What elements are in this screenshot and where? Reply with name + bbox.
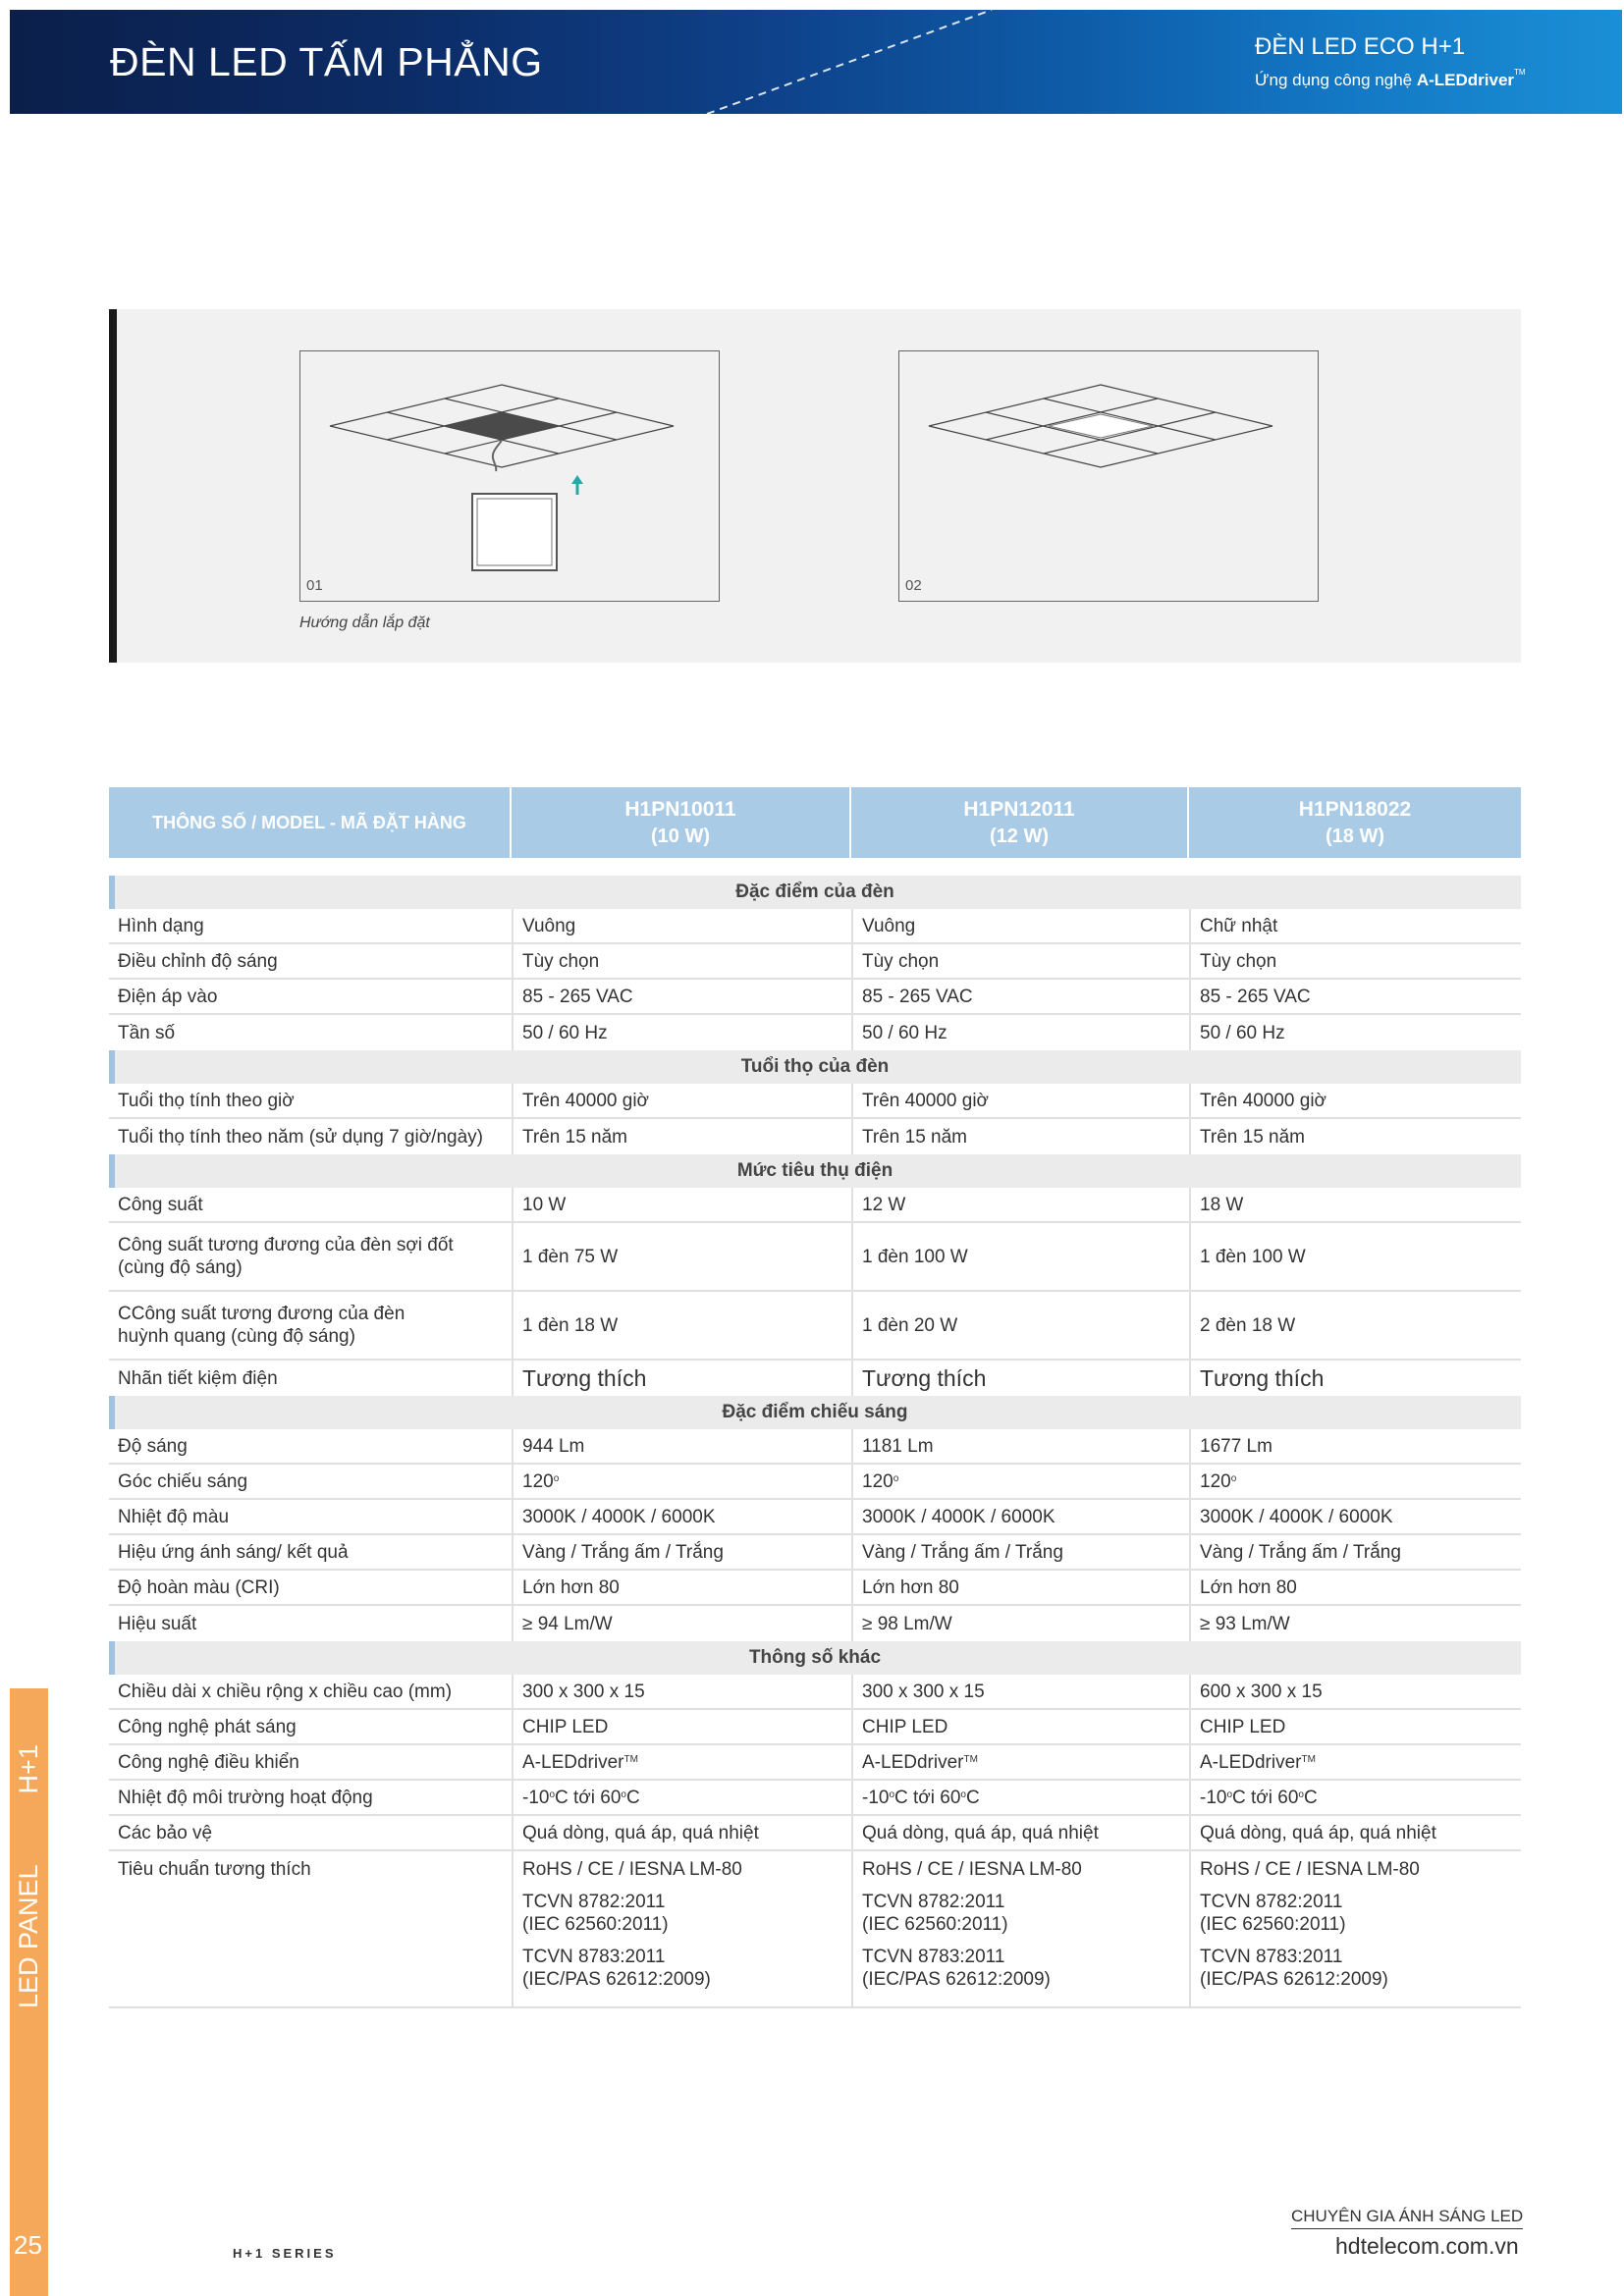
degree-mark: o — [1230, 1472, 1237, 1484]
degree-mark: o — [889, 1789, 895, 1800]
side-label-brand: H+1 — [14, 1744, 43, 1794]
section-other-specs: Thông số khác — [109, 1641, 1521, 1675]
install-step-1 — [299, 350, 720, 602]
row-value: 300 x 300 x 15 — [851, 1675, 1187, 1708]
row-label: Tần số — [118, 1022, 176, 1043]
row-label: Tuổi thọ tính theo năm (sử dụng 7 giờ/ngày) — [118, 1126, 483, 1148]
brand-name: ĐÈN LED ECO H+1 — [1255, 33, 1466, 60]
model-code: H1PN12011 — [963, 798, 1075, 821]
trademark-mark: TM — [623, 1753, 638, 1765]
table-row — [109, 909, 1521, 944]
row-value — [512, 1851, 849, 2006]
row-value: 1677 Lm — [1189, 1429, 1521, 1463]
row-label: Tiêu chuẩn tương thích — [118, 1859, 311, 1880]
row-label: Hiệu ứng ánh sáng/ kết quả — [118, 1541, 349, 1563]
table-row — [109, 1292, 1521, 1361]
row-value — [1189, 1745, 1521, 1779]
standard-line: TCVN 8782:2011 — [522, 1892, 666, 1912]
model-code: H1PN18022 — [1298, 798, 1412, 821]
row-value: 50 / 60 Hz — [512, 1015, 849, 1050]
standard-line: (IEC/PAS 62612:2009) — [1200, 1969, 1388, 1990]
row-label: Chiều dài x chiều rộng x chiều cao (mm) — [118, 1681, 453, 1702]
row-value: Trên 15 năm — [512, 1119, 849, 1154]
row-value: 300 x 300 x 15 — [512, 1675, 849, 1708]
row-label: Độ sáng — [118, 1435, 188, 1457]
row-value: 1 đèn 18 W — [512, 1292, 849, 1359]
table-row — [109, 1084, 1521, 1119]
degree-mark: o — [893, 1472, 899, 1484]
row-value: Vuông — [512, 909, 849, 942]
standard-line: RoHS / CE / IESNA LM-80 — [522, 1859, 742, 1880]
row-value: Vàng / Trắng ấm / Trắng — [1189, 1535, 1521, 1569]
table-row — [109, 1429, 1521, 1465]
row-label: Nhiệt độ môi trường hoạt động — [118, 1787, 373, 1808]
table-row — [109, 1745, 1521, 1781]
row-value — [512, 1781, 849, 1814]
row-value: Tương thích — [851, 1361, 1187, 1396]
section-power-consumption: Mức tiêu thụ điện — [109, 1154, 1521, 1188]
header-label-cell — [109, 787, 510, 858]
trademark-mark: TM — [1301, 1753, 1316, 1765]
temp-from: -10 — [862, 1787, 890, 1808]
brand-tagline — [1255, 68, 1526, 90]
row-value: 3000K / 4000K / 6000K — [512, 1500, 849, 1533]
table-row — [109, 944, 1521, 980]
row-label: Góc chiếu sáng — [118, 1470, 248, 1492]
row-value: 944 Lm — [512, 1429, 849, 1463]
tagline-trademark: TM — [1514, 68, 1526, 77]
row-value: 3000K / 4000K / 6000K — [1189, 1500, 1521, 1533]
row-value — [512, 1745, 849, 1779]
standard-line: RoHS / CE / IESNA LM-80 — [1200, 1859, 1420, 1880]
section-lifetime: Tuổi thọ của đèn — [109, 1050, 1521, 1084]
standard-line: (IEC 62560:2011) — [1200, 1914, 1346, 1935]
row-value: 50 / 60 Hz — [1189, 1015, 1521, 1050]
table-row — [109, 1781, 1521, 1816]
row-value: 1 đèn 100 W — [851, 1223, 1187, 1290]
row-value: Tùy chọn — [851, 944, 1187, 978]
row-value: 18 W — [1189, 1188, 1521, 1221]
standard-line: (IEC 62560:2011) — [522, 1914, 669, 1935]
row-value: Lớn hơn 80 — [512, 1571, 849, 1604]
page-title: ĐÈN LED TẤM PHẲNG — [110, 39, 543, 84]
row-value: Tùy chọn — [512, 944, 849, 978]
degree-mark: o — [960, 1789, 966, 1800]
footer-slogan: CHUYÊN GIA ÁNH SÁNG LED — [1291, 2207, 1523, 2229]
page-header — [10, 10, 1622, 114]
standard-line: (IEC 62560:2011) — [862, 1914, 1008, 1935]
table-row — [109, 1223, 1521, 1292]
row-value — [512, 1465, 849, 1498]
section-lamp-features: Đặc điểm của đèn — [109, 876, 1521, 909]
row-value: Trên 15 năm — [851, 1119, 1187, 1154]
footer-website: hdtelecom.com.vn — [1335, 2233, 1519, 2259]
table-row — [109, 1675, 1521, 1710]
row-value: CHIP LED — [512, 1710, 849, 1743]
side-tab-label — [14, 1694, 43, 2008]
row-label: Điều chỉnh độ sáng — [118, 950, 278, 972]
ceiling-grid-remove-icon — [300, 351, 721, 603]
row-value: 3000K / 4000K / 6000K — [851, 1500, 1187, 1533]
control-tech-value: A-LEDdriver — [862, 1751, 964, 1773]
row-label: Hiệu suất — [118, 1613, 197, 1634]
temp-to: C tới 60 — [1232, 1787, 1299, 1808]
row-value: CHIP LED — [851, 1710, 1187, 1743]
degree-mark: o — [621, 1789, 626, 1800]
row-label: Công suất tương đương của đèn sợi đốt (cùng độ sáng) — [118, 1235, 454, 1278]
temp-from: -10 — [522, 1787, 550, 1808]
row-value — [1189, 1781, 1521, 1814]
model-power: (12 W) — [990, 826, 1049, 847]
row-value: 600 x 300 x 15 — [1189, 1675, 1521, 1708]
row-value: 85 - 265 VAC — [1189, 980, 1521, 1013]
temp-from: -10 — [1200, 1787, 1227, 1808]
degree-mark: o — [1226, 1789, 1233, 1800]
model-column-2 — [851, 787, 1187, 858]
table-row — [109, 1710, 1521, 1745]
illustration-caption: Hướng dẫn lắp đặt — [299, 614, 430, 631]
model-column-1 — [512, 787, 849, 858]
row-value: Tương thích — [1189, 1361, 1521, 1396]
row-value — [851, 1745, 1187, 1779]
step-number-1: 01 — [306, 577, 323, 594]
step-number-2: 02 — [905, 577, 922, 594]
row-value — [851, 1465, 1187, 1498]
standard-line: (IEC/PAS 62612:2009) — [862, 1969, 1051, 1990]
row-value: ≥ 93 Lm/W — [1189, 1606, 1521, 1641]
row-value: ≥ 94 Lm/W — [512, 1606, 849, 1641]
table-row — [109, 1015, 1521, 1050]
row-value: 50 / 60 Hz — [851, 1015, 1187, 1050]
trademark-mark: TM — [963, 1753, 978, 1765]
row-value: 2 đèn 18 W — [1189, 1292, 1521, 1359]
row-value: Tương thích — [512, 1361, 849, 1396]
row-label: CCông suất tương đương của đèn huỳnh quang (cùng độ sáng) — [118, 1304, 406, 1347]
degree-mark: o — [549, 1789, 556, 1800]
degree-mark: o — [1298, 1789, 1304, 1800]
row-label: Công nghệ phát sáng — [118, 1716, 297, 1737]
model-power: (18 W) — [1326, 826, 1384, 847]
standard-line: TCVN 8783:2011 — [1200, 1947, 1343, 1967]
install-step-2 — [898, 350, 1319, 602]
table-row — [109, 1119, 1521, 1154]
row-value: 1181 Lm — [851, 1429, 1187, 1463]
standard-line: TCVN 8783:2011 — [862, 1947, 1005, 1967]
row-value: 85 - 265 VAC — [851, 980, 1187, 1013]
row-value: Quá dòng, quá áp, quá nhiệt — [851, 1816, 1187, 1849]
table-row — [109, 1361, 1521, 1396]
table-row — [109, 1816, 1521, 1851]
control-tech-value: A-LEDdriver — [522, 1751, 624, 1773]
beam-angle-value: 120 — [1200, 1470, 1231, 1492]
row-value: Lớn hơn 80 — [851, 1571, 1187, 1604]
table-row — [109, 1851, 1521, 2008]
temp-to: C tới 60 — [555, 1787, 622, 1808]
row-value — [851, 1781, 1187, 1814]
section-lighting-features: Đặc điểm chiếu sáng — [109, 1396, 1521, 1429]
model-column-3 — [1189, 787, 1521, 858]
degree-mark: o — [553, 1472, 560, 1484]
row-value: 10 W — [512, 1188, 849, 1221]
row-value: Trên 40000 giờ — [512, 1084, 849, 1117]
illustration-accent-bar — [109, 309, 117, 663]
table-row — [109, 1571, 1521, 1606]
side-label-product: LED PANEL — [14, 1864, 43, 2008]
row-value: Vàng / Trắng ấm / Trắng — [851, 1535, 1187, 1569]
model-code: H1PN10011 — [624, 798, 736, 821]
control-tech-value: A-LEDdriver — [1200, 1751, 1302, 1773]
row-value: 1 đèn 20 W — [851, 1292, 1187, 1359]
table-row — [109, 1465, 1521, 1500]
temp-unit: C — [625, 1787, 640, 1808]
row-value: Trên 40000 giờ — [1189, 1084, 1521, 1117]
row-label: Điện áp vào — [118, 986, 218, 1007]
table-row — [109, 1188, 1521, 1223]
row-label: Nhãn tiết kiệm điện — [118, 1367, 278, 1389]
standard-line: TCVN 8782:2011 — [862, 1892, 1005, 1912]
row-value — [851, 1851, 1187, 2006]
tagline-prefix: Ứng dụng công nghệ — [1255, 71, 1417, 89]
model-power: (10 W) — [651, 826, 710, 847]
row-label: Độ hoàn màu (CRI) — [118, 1576, 280, 1598]
row-value: 1 đèn 100 W — [1189, 1223, 1521, 1290]
standard-line: (IEC/PAS 62612:2009) — [522, 1969, 711, 1990]
row-label: Công nghệ điều khiển — [118, 1751, 299, 1773]
row-label: Công suất — [118, 1194, 203, 1215]
row-value: CHIP LED — [1189, 1710, 1521, 1743]
row-value: 85 - 265 VAC — [512, 980, 849, 1013]
temp-unit: C — [965, 1787, 980, 1808]
table-row — [109, 980, 1521, 1015]
table-row — [109, 1500, 1521, 1535]
tagline-tech: A-LEDdriver — [1416, 71, 1515, 89]
row-value: 1 đèn 75 W — [512, 1223, 849, 1290]
temp-unit: C — [1303, 1787, 1318, 1808]
row-value: Vàng / Trắng ấm / Trắng — [512, 1535, 849, 1569]
row-value: Trên 40000 giờ — [851, 1084, 1187, 1117]
temp-to: C tới 60 — [894, 1787, 961, 1808]
row-value: Tùy chọn — [1189, 944, 1521, 978]
row-value: Chữ nhật — [1189, 909, 1521, 942]
row-value — [1189, 1465, 1521, 1498]
ceiling-grid-installed-icon — [899, 351, 1320, 603]
row-label: Nhiệt độ màu — [118, 1506, 230, 1527]
standard-line: TCVN 8782:2011 — [1200, 1892, 1343, 1912]
page-number: 25 — [14, 2230, 42, 2260]
row-label: Hình dạng — [118, 915, 204, 936]
standard-line: RoHS / CE / IESNA LM-80 — [862, 1859, 1082, 1880]
row-value: Quá dòng, quá áp, quá nhiệt — [1189, 1816, 1521, 1849]
beam-angle-value: 120 — [522, 1470, 554, 1492]
spec-table — [109, 787, 1521, 2008]
standard-line: TCVN 8783:2011 — [522, 1947, 666, 1967]
table-row — [109, 1606, 1521, 1641]
row-value — [1189, 1851, 1521, 2006]
row-value: Quá dòng, quá áp, quá nhiệt — [512, 1816, 849, 1849]
row-value: ≥ 98 Lm/W — [851, 1606, 1187, 1641]
row-label: Tuổi thọ tính theo giờ — [118, 1090, 295, 1111]
row-value: Trên 15 năm — [1189, 1119, 1521, 1154]
header-label: THÔNG SỐ / MODEL - MÃ ĐẶT HÀNG — [152, 812, 466, 832]
table-row — [109, 1535, 1521, 1571]
row-label: Các bảo vệ — [118, 1822, 213, 1843]
row-value: 12 W — [851, 1188, 1187, 1221]
row-value: Vuông — [851, 909, 1187, 942]
row-value: Lớn hơn 80 — [1189, 1571, 1521, 1604]
spec-table-header — [109, 787, 1521, 858]
series-label: H+1 SERIES — [233, 2246, 337, 2261]
beam-angle-value: 120 — [862, 1470, 893, 1492]
